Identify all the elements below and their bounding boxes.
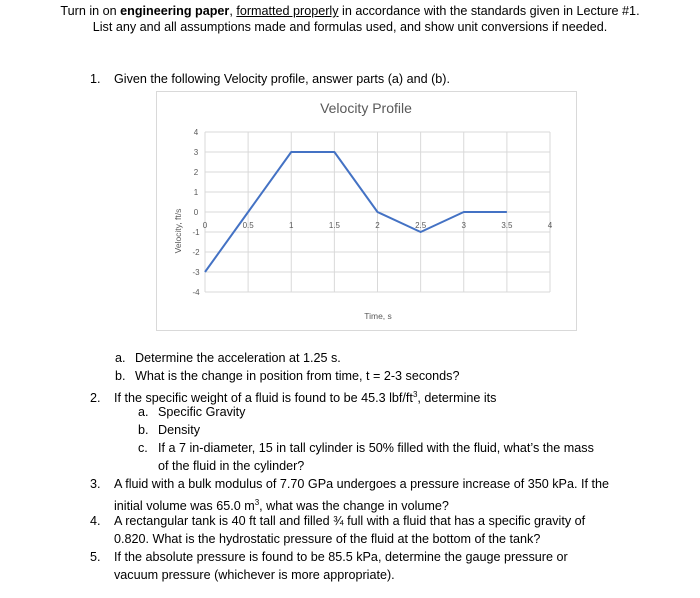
- x-tick-label: 3: [461, 221, 466, 230]
- question-3: [90, 477, 609, 492]
- instructions-text: in accordance with the standards given in Lecture #1.: [338, 4, 640, 18]
- part-text: Determine the acceleration at 1.25 s.: [135, 351, 341, 365]
- question-2a: [138, 405, 245, 420]
- x-tick-label: 0.5: [242, 221, 254, 230]
- y-axis-label: Velocity, ft/s: [173, 208, 183, 254]
- instructions-line-1: [0, 4, 700, 19]
- question-text: , what was the change in volume?: [259, 499, 449, 514]
- instructions-line-2: List any and all assumptions made and formulas used, and show unit conversions if needed.: [92, 20, 608, 34]
- part-label: a.: [138, 405, 149, 419]
- x-tick-label: 1: [289, 221, 294, 230]
- y-tick-label: 0: [193, 208, 199, 217]
- x-tick-label: 2: [375, 221, 380, 230]
- y-tick-label: -2: [192, 248, 200, 257]
- question-number: 3.: [90, 477, 101, 491]
- part-label: b.: [115, 369, 126, 383]
- part-text: If a 7 in-diameter, 15 in tall cylinder is 50% filled with the fluid, what’s the mass: [158, 441, 594, 455]
- question-2b: [138, 423, 200, 438]
- question-text: If the specific weight of a fluid is found to be 45.3 lbf/ft: [114, 391, 413, 406]
- question-2: [90, 387, 496, 406]
- question-3-continued: [114, 495, 449, 514]
- question-text: If the absolute pressure is found to be 85.5 kPa, determine the gauge pressure or: [114, 550, 568, 564]
- question-5: [90, 550, 568, 565]
- x-tick-label: 2.5: [415, 221, 427, 230]
- superscript: 3: [254, 498, 260, 507]
- y-tick-label: 4: [193, 128, 199, 137]
- y-tick-label: 1: [193, 188, 199, 197]
- question-1a: [115, 351, 341, 366]
- x-tick-label: 1.5: [328, 221, 340, 230]
- x-axis-label: Time, s: [364, 311, 392, 321]
- question-1b: [115, 369, 459, 384]
- chart-title: Velocity Profile: [320, 100, 412, 116]
- chart-border: [157, 92, 577, 331]
- question-5-continued: vacuum pressure (whichever is more appropriate).: [114, 568, 395, 582]
- question-text: initial volume was 65.0 m: [114, 499, 255, 514]
- question-text: Given the following Velocity profile, answer parts (a) and (b).: [114, 72, 450, 86]
- y-tick-label: -4: [192, 288, 200, 297]
- question-2c: [138, 441, 594, 456]
- question-number: 4.: [90, 514, 101, 528]
- question-text: A rectangular tank is 40 ft tall and filled ¾ full with a fluid that has a specific gravity of: [114, 514, 586, 528]
- x-tick-label: 3.5: [501, 221, 513, 230]
- instructions-bold-text: engineering paper: [120, 4, 230, 18]
- x-tick-label: 0: [202, 221, 208, 230]
- y-tick-label: 2: [193, 168, 199, 177]
- y-tick-label: -3: [192, 268, 200, 277]
- part-label: a.: [115, 351, 126, 365]
- superscript: 3: [412, 390, 418, 399]
- y-tick-label: -1: [192, 228, 200, 237]
- question-2c-continued: of the fluid in the cylinder?: [158, 459, 305, 473]
- x-tick-label: 4: [547, 221, 553, 230]
- question-text: , determine its: [417, 391, 497, 406]
- question-1: [90, 72, 450, 87]
- question-number: 5.: [90, 550, 101, 564]
- y-tick-label: 3: [193, 148, 199, 157]
- instructions-underlined-text: formatted properly: [236, 4, 339, 18]
- question-text: A fluid with a bulk modulus of 7.70 GPa undergoes a pressure increase of 350 kPa. If the: [114, 477, 609, 491]
- question-4-continued: 0.820. What is the hydrostatic pressure of the fluid at the bottom of the tank?: [114, 532, 541, 546]
- question-number: 1.: [90, 72, 101, 86]
- part-text: Density: [158, 423, 200, 437]
- part-text: What is the change in position from time, t = 2-3 seconds?: [135, 369, 460, 383]
- question-4: [90, 514, 585, 529]
- velocity-profile-chart: [156, 91, 577, 331]
- part-label: c.: [138, 441, 148, 455]
- instructions-text: ,: [229, 4, 237, 18]
- part-label: b.: [138, 423, 149, 437]
- question-number: 2.: [90, 391, 101, 406]
- instructions-text: Turn in on: [60, 4, 121, 18]
- part-text: Specific Gravity: [158, 405, 246, 419]
